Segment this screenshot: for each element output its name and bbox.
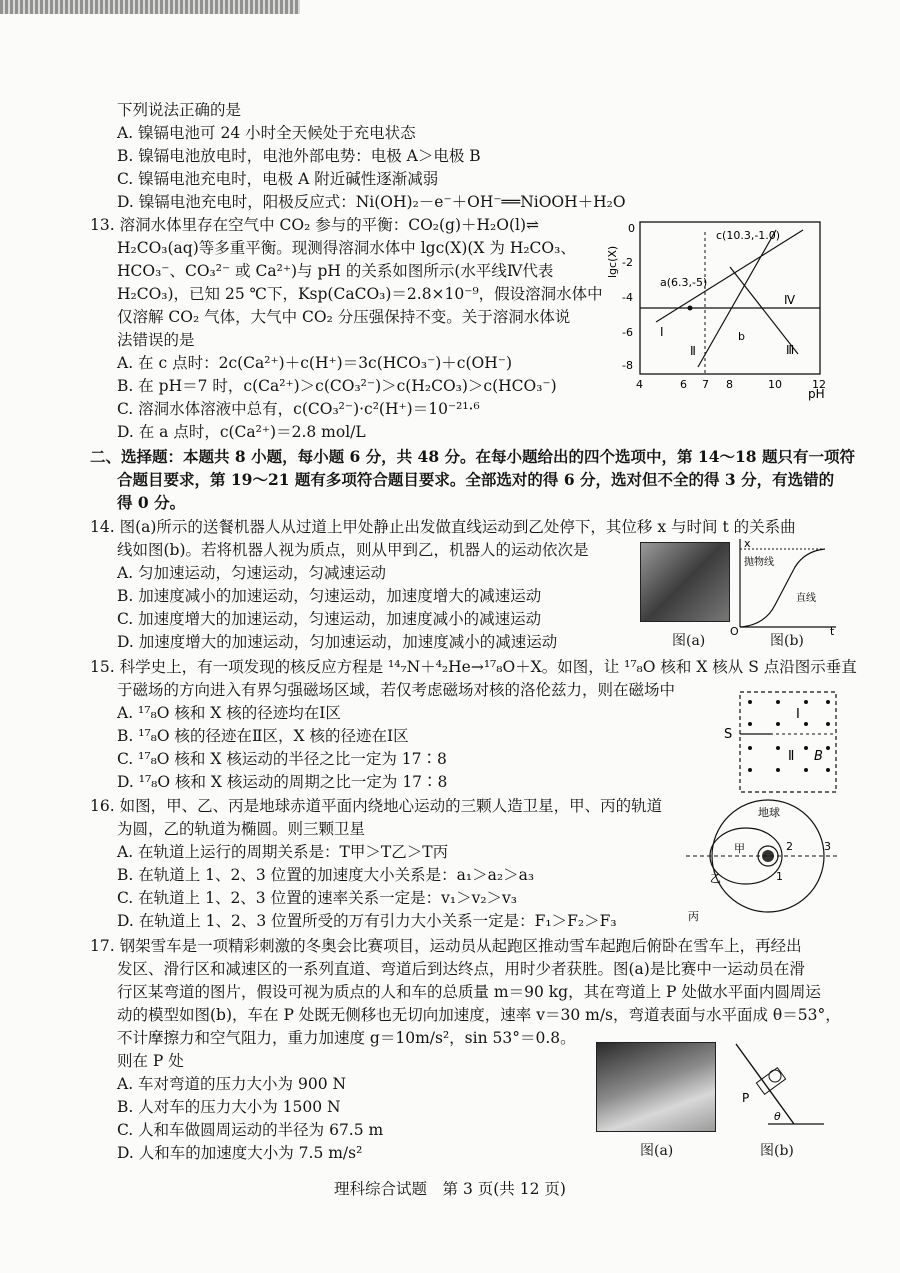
point-1-label: 1	[776, 870, 783, 883]
q17-line-6: 则在 P 处	[117, 1052, 184, 1070]
q15-option-d: D. ¹⁷₈O 核和 X 核运动的周期之比一定为 17∶8	[117, 773, 448, 791]
x-axis-label: pH	[808, 387, 825, 401]
parabola-label: 抛物线	[744, 557, 774, 568]
q13-option-b: B. 在 pH＝7 时，c(Ca²⁺)＞c(CO₃²⁻)＞c(H₂CO₃)＞c(HCO₃⁻)	[117, 377, 557, 395]
q15-magnetic-field	[720, 688, 840, 798]
point-a	[688, 306, 693, 311]
q14-robot-photo	[640, 542, 730, 622]
label-iv: Ⅳ	[784, 293, 796, 307]
q17-line-1: 17. 钢架雪车是一项精彩刺激的冬奥会比赛项目，运动员从起跑区推动雪车起跑后俯卧在雪车上，再经出	[90, 937, 802, 955]
earth-label: 地球	[758, 806, 780, 819]
x-tick-10: 10	[768, 378, 782, 391]
region-i-label: Ⅰ	[796, 707, 800, 722]
q14-line-1: 14. 图(a)所示的送餐机器人从过道上甲处静止出发做直线运动到乙处停下，其位移 x 与时间 t 的关系曲	[90, 518, 796, 536]
q12-option-d: D. 镍镉电池充电时，阳极反应式：Ni(OH)₂－e⁻＋OH⁻══NiOOH＋H₂O	[117, 193, 626, 211]
label-ii: Ⅱ	[690, 344, 696, 358]
q17-caption-b: 图(b)	[760, 1143, 794, 1159]
q14-option-b: B. 加速度减小的加速运动，匀速运动，加速度增大的减速运动	[117, 587, 542, 605]
q13-option-a: A. 在 c 点时：2c(Ca²⁺)＋c(H⁺)＝3c(HCO₃⁻)＋c(OH⁻)	[117, 354, 512, 372]
q14-caption-a: 图(a)	[672, 633, 706, 649]
page-footer: 理科综合试题 第 3 页(共 12 页)	[334, 1180, 566, 1198]
x-tick-7: 7	[702, 378, 709, 391]
scan-edge	[0, 0, 300, 14]
x-tick-12: 12	[812, 378, 826, 391]
point-b-label: b	[738, 330, 745, 343]
y-tick-n6: -6	[622, 326, 633, 339]
q13-option-c: C. 溶洞水体溶液中总有，c(CO₃²⁻)·c²(H⁺)＝10⁻²¹·⁶	[117, 400, 480, 418]
q16-option-a: A. 在轨道上运行的周期关系是：T甲＞T乙＞T丙	[117, 843, 449, 861]
q17-option-b: B. 人对车的压力大小为 1500 N	[117, 1098, 341, 1116]
q12-stem: 下列说法正确的是	[117, 101, 242, 119]
q14-option-a: A. 匀加速运动，匀速运动，匀减速运动	[117, 564, 387, 582]
point-a-label: a(6.3,-5)	[660, 276, 708, 289]
label-i: Ⅰ	[660, 325, 664, 339]
q17-line-5: 不计摩擦力和空气阻力，重力加速度 g＝10m/s²，sin 53°＝0.8。	[117, 1029, 576, 1047]
y-axis-label: lgc(X)	[606, 245, 619, 278]
q12-option-a: A. 镍镉电池可 24 小时全天候处于充电状态	[117, 124, 416, 142]
point-c-label: c(10.3,-1.0)	[716, 229, 781, 242]
q13-line-2: H₂CO₃(aq)等多重平衡。现测得溶洞水体中 lgc(X)(X 为 H₂CO₃、	[117, 239, 576, 257]
q16-option-c: C. 在轨道上 1、2、3 位置的速率关系一定是：v₁＞v₂＞v₃	[117, 889, 518, 907]
line-label: 直线	[796, 593, 816, 604]
q13-line-6: 法错误的是	[117, 331, 195, 349]
q15-line-2: 于磁场的方向进入有界匀强磁场区域，若仅考虑磁场对核的洛伦兹力，则在磁场中	[117, 681, 676, 699]
q15-option-b: B. ¹⁷₈O 核的径迹在Ⅱ区，X 核的径迹在Ⅰ区	[117, 727, 409, 745]
point-s-label: S	[724, 727, 733, 742]
x-tick-8: 8	[726, 378, 733, 391]
q13-line-3: HCO₃⁻、CO₃²⁻ 或 Ca²⁺)与 pH 的关系如图所示(水平线Ⅳ代表	[117, 262, 554, 280]
q16-line-1: 16. 如图，甲、乙、丙是地球赤道平面内绕地心运动的三颗人造卫星，甲、丙的轨道	[90, 797, 663, 815]
q16-option-b: B. 在轨道上 1、2、3 位置的加速度大小关系是：a₁＞a₂＞a₃	[117, 866, 535, 884]
q17-bank-diagram	[728, 1040, 828, 1130]
point-2-label: 2	[786, 840, 793, 853]
q16-orbit-diagram	[686, 796, 846, 926]
q17-option-c: C. 人和车做圆周运动的半径为 67.5 m	[117, 1121, 384, 1139]
point-3-label: 3	[824, 840, 831, 853]
q13-line-4: H₂CO₃)，已知 25 ℃下，Ksp(CaCO₃)＝2.8×10⁻⁹，假设溶洞水体中	[117, 285, 603, 303]
label-iii: Ⅲ	[786, 343, 795, 357]
q17-option-d: D. 人和车的加速度大小为 7.5 m/s²	[117, 1144, 363, 1162]
q16-line-2: 为圆，乙的轨道为椭圆。则三颗卫星	[117, 820, 366, 838]
q15-option-a: A. ¹⁷₈O 核和 X 核的径迹均在Ⅰ区	[117, 704, 341, 722]
q14-xt-graph	[730, 535, 840, 635]
q14-line-2: 线如图(b)。若将机器人视为质点，则从甲到乙，机器人的运动依次是	[117, 541, 589, 559]
x-label: x	[744, 537, 751, 550]
line-ii	[698, 230, 776, 367]
section2-line-2: 合题目要求，第 19～21 题有多项符合题目要求。全部选对的得 6 分，选对但不全的得 3 分，有选错的	[117, 470, 835, 489]
q15-option-c: C. ¹⁷₈O 核和 X 核运动的半径之比一定为 17∶8	[117, 750, 447, 768]
theta-label: θ	[774, 1110, 781, 1123]
q17-skeleton-photo	[596, 1042, 716, 1132]
q13-line-5: 仅溶解 CO₂ 气体，大气中 CO₂ 分压强保持不变。关于溶洞水体说	[117, 308, 571, 326]
origin-label: O	[730, 625, 739, 635]
region-ii-label: Ⅱ	[788, 749, 795, 764]
q14-caption-b: 图(b)	[770, 633, 804, 649]
q13-option-d: D. 在 a 点时，c(Ca²⁺)＝2.8 mol/L	[117, 423, 366, 441]
q13-lgc-ph-chart	[598, 212, 838, 402]
yi-label: 乙	[710, 872, 721, 885]
q17-option-a: A. 车对弯道的压力大小为 900 N	[117, 1075, 347, 1093]
y-tick-n2: -2	[622, 256, 633, 269]
q13-line-1: 13. 溶洞水体里存在空气中 CO₂ 参与的平衡：CO₂(g)＋H₂O(l)⇌	[90, 216, 539, 234]
y-tick-0: 0	[628, 222, 635, 235]
section2-line-3: 得 0 分。	[117, 493, 186, 512]
section2-line-1: 二、选择题：本题共 8 小题，每小题 6 分，共 48 分。在每小题给出的四个选项中，第 14～18 题只有一项符	[90, 447, 855, 466]
x-tick-4: 4	[636, 378, 643, 391]
x-tick-6: 6	[680, 378, 687, 391]
bing-label: 丙	[688, 910, 699, 923]
q17-line-2: 发区、滑行区和减速区的一系列直道、弯道后到达终点，用时少者获胜。图(a)是比赛中一运动员在滑	[117, 960, 805, 978]
q17-line-3: 行区某弯道的图片，假设可视为质点的人和车的总质量 m＝90 kg，其在弯道上 P 处做水平面内圆周运	[117, 983, 821, 1001]
y-tick-n4: -4	[622, 291, 633, 304]
t-label: t	[830, 625, 835, 635]
jia-label: 甲	[734, 842, 745, 855]
q14-option-c: C. 加速度增大的加速运动，匀速运动，加速度减小的减速运动	[117, 610, 542, 628]
q17-line-4: 动的模型如图(b)，车在 P 处既无侧移也无切向加速度，速率 v＝30 m/s，弯道表面与水平面成 θ＝53°，	[117, 1006, 841, 1024]
q12-option-c: C. 镍镉电池充电时，电极 A 附近碱性逐渐减弱	[117, 170, 439, 188]
q17-caption-a: 图(a)	[640, 1143, 674, 1159]
q14-option-d: D. 加速度增大的加速运动，匀加速运动，加速度减小的减速运动	[117, 633, 558, 651]
p-label: P	[742, 1091, 750, 1105]
field-b-label: B	[814, 749, 823, 764]
y-tick-n8: -8	[622, 359, 633, 372]
q16-option-d: D. 在轨道上 1、2、3 位置所受的万有引力大小关系一定是：F₁＞F₂＞F₃	[117, 912, 617, 930]
q15-line-1: 15. 科学史上，有一项发现的核反应方程是 ¹⁴₇N＋⁴₂He→¹⁷₈O＋X。如图，让 ¹⁷₈O 核和 X 核从 S 点沿图示垂直	[90, 658, 857, 676]
q12-option-b: B. 镍镉电池放电时，电池外部电势：电极 A＞电极 B	[117, 147, 481, 165]
